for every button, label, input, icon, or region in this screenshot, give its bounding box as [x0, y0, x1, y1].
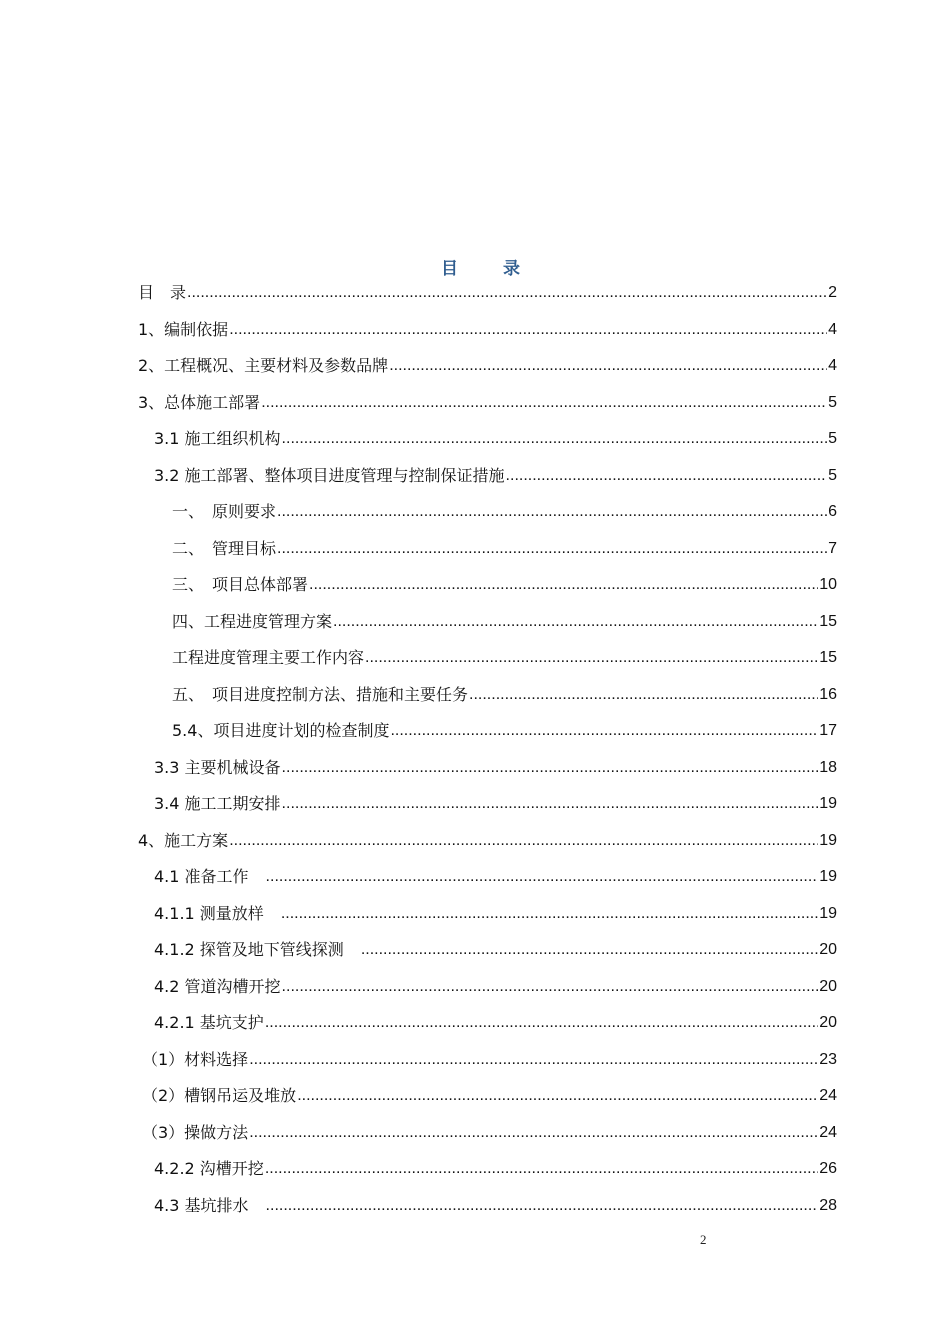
toc-entry-page: 5	[828, 393, 837, 411]
toc-entry[interactable]	[172, 680, 837, 710]
toc-dot-leader	[390, 716, 818, 746]
toc-entry[interactable]	[138, 351, 837, 381]
toc-entry-label: 工程进度管理主要工作内容	[172, 648, 365, 667]
toc-entry-label: （2）槽钢吊运及堆放	[142, 1086, 297, 1105]
toc-entry-label: （3）操做方法	[142, 1122, 249, 1142]
toc-dot-leader	[265, 1008, 818, 1038]
toc-entry-page: 23	[819, 1050, 837, 1068]
toc-entry-label: 三、 项目总体部署	[172, 575, 309, 594]
toc-entry-label: 3、总体施工部署	[138, 392, 261, 412]
toc-entry-label: 3.3 主要机械设备	[154, 757, 281, 777]
toc-dot-leader	[265, 1154, 818, 1184]
toc-title: 目 录	[441, 259, 534, 279]
toc-dot-leader	[187, 278, 827, 308]
toc-entry-page: 19	[819, 795, 837, 812]
toc-entry-page: 20	[819, 1014, 837, 1031]
toc-entry-label: 4.3 基坑排水	[154, 1195, 265, 1215]
toc-entry-page: 2	[828, 284, 837, 301]
toc-entry-page: 19	[819, 868, 837, 885]
toc-entry-page: 4	[828, 357, 837, 374]
toc-dot-leader	[249, 1045, 818, 1075]
toc-entry[interactable]	[154, 753, 837, 783]
toc-dot-leader	[266, 862, 819, 892]
toc-entry-page: 28	[819, 1196, 837, 1214]
footer-page-number: 2	[700, 1232, 707, 1247]
toc-entry-page: 18	[819, 758, 837, 776]
toc-dot-leader	[249, 1118, 818, 1148]
toc-entry-page: 16	[819, 685, 837, 703]
toc-entry-page: 20	[819, 941, 837, 958]
toc-entry-page: 5	[828, 430, 837, 447]
toc-entry[interactable]	[154, 424, 837, 454]
toc-dot-leader	[261, 388, 827, 418]
toc-entry-label: 4.1.2 探管及地下管线探测	[154, 940, 360, 959]
toc-entry[interactable]	[138, 388, 837, 418]
toc-entry-label: 二、 管理目标	[172, 538, 277, 558]
toc-entry[interactable]	[138, 315, 837, 345]
toc-entry-page: 7	[828, 539, 837, 557]
toc-dot-leader	[282, 424, 828, 454]
toc-dot-leader	[229, 826, 818, 856]
toc-entry[interactable]	[172, 716, 837, 746]
toc-entry-page: 19	[819, 904, 837, 922]
toc-dot-leader	[229, 315, 827, 345]
toc-entry-page: 24	[819, 1123, 837, 1141]
toc-entry[interactable]	[172, 643, 837, 673]
toc-entry[interactable]	[142, 1045, 837, 1075]
toc-entry-label: 5.4、项目进度计划的检查制度	[172, 721, 390, 740]
toc-entry-label: 3.4 施工工期安排	[154, 794, 281, 813]
toc-entry-page: 15	[819, 612, 837, 630]
toc-entry-label: 4.2.2 沟槽开挖	[154, 1159, 264, 1178]
toc-dot-leader	[297, 1081, 818, 1111]
toc-entry[interactable]	[154, 461, 837, 491]
toc-entry[interactable]	[154, 935, 837, 965]
toc-dot-leader	[266, 1191, 819, 1221]
toc-entry[interactable]	[154, 899, 837, 929]
toc-entry[interactable]	[138, 826, 837, 856]
toc-entry[interactable]	[154, 1008, 837, 1038]
toc-entry-label: 五、 项目进度控制方法、措施和主要任务	[172, 684, 469, 704]
toc-entry[interactable]	[138, 278, 837, 308]
toc-dot-leader	[277, 534, 827, 564]
toc-entry-page: 17	[819, 722, 837, 739]
toc-entry-page: 4	[828, 320, 837, 338]
toc-entry-page: 10	[819, 576, 837, 593]
toc-entry-page: 20	[819, 977, 837, 995]
toc-entry-label: 3.1 施工组织机构	[154, 429, 281, 448]
toc-entry-label: 目 录	[138, 283, 187, 302]
toc-dot-leader	[389, 351, 827, 381]
toc-entry-page: 26	[819, 1160, 837, 1177]
toc-dot-leader	[282, 789, 819, 819]
toc-entry[interactable]	[172, 497, 837, 527]
toc-entry[interactable]	[154, 1154, 837, 1184]
toc-dot-leader	[309, 570, 818, 600]
toc-entry-label: 1、编制依据	[138, 319, 229, 339]
toc-entry-page: 24	[819, 1087, 837, 1104]
toc-entry-label: （1）材料选择	[142, 1049, 249, 1069]
toc-entry-label: 4.1 准备工作	[154, 867, 265, 886]
toc-entry-label: 一、 原则要求	[172, 502, 277, 521]
toc-entry-page: 5	[828, 466, 837, 484]
toc-dot-leader	[361, 935, 818, 965]
toc-dot-leader	[281, 899, 818, 929]
toc-dot-leader	[506, 461, 828, 491]
toc-entry[interactable]	[142, 1118, 837, 1148]
toc-entry[interactable]	[154, 789, 837, 819]
toc-entry[interactable]	[154, 972, 837, 1002]
toc-entry[interactable]	[142, 1081, 837, 1111]
toc-entry-label: 3.2 施工部署、整体项目进度管理与控制保证措施	[154, 465, 505, 485]
toc-dot-leader	[365, 643, 818, 673]
toc-dot-leader	[333, 607, 818, 637]
toc-entry-label: 2、工程概况、主要材料及参数品牌	[138, 356, 389, 375]
toc-entry-page: 15	[819, 649, 837, 666]
toc-entry-label: 4.2.1 基坑支护	[154, 1013, 264, 1032]
toc-entry[interactable]	[172, 607, 837, 637]
toc-entry-label: 4、施工方案	[138, 830, 229, 850]
toc-dot-leader	[469, 680, 818, 710]
toc-entry-page: 19	[819, 831, 837, 849]
toc-entry-label: 4.2 管道沟槽开挖	[154, 976, 281, 996]
toc-entry-label: 四、工程进度管理方案	[172, 611, 333, 631]
toc-dot-leader	[282, 972, 819, 1002]
toc-entry[interactable]	[154, 862, 837, 892]
toc-entry[interactable]	[172, 570, 837, 600]
toc-entry[interactable]	[172, 534, 837, 564]
toc-entry-label: 4.1.1 测量放样	[154, 903, 280, 923]
toc-dot-leader	[277, 497, 827, 527]
toc-entry-page: 6	[828, 503, 837, 520]
toc-dot-leader	[282, 753, 819, 783]
toc-entry[interactable]	[154, 1191, 837, 1221]
